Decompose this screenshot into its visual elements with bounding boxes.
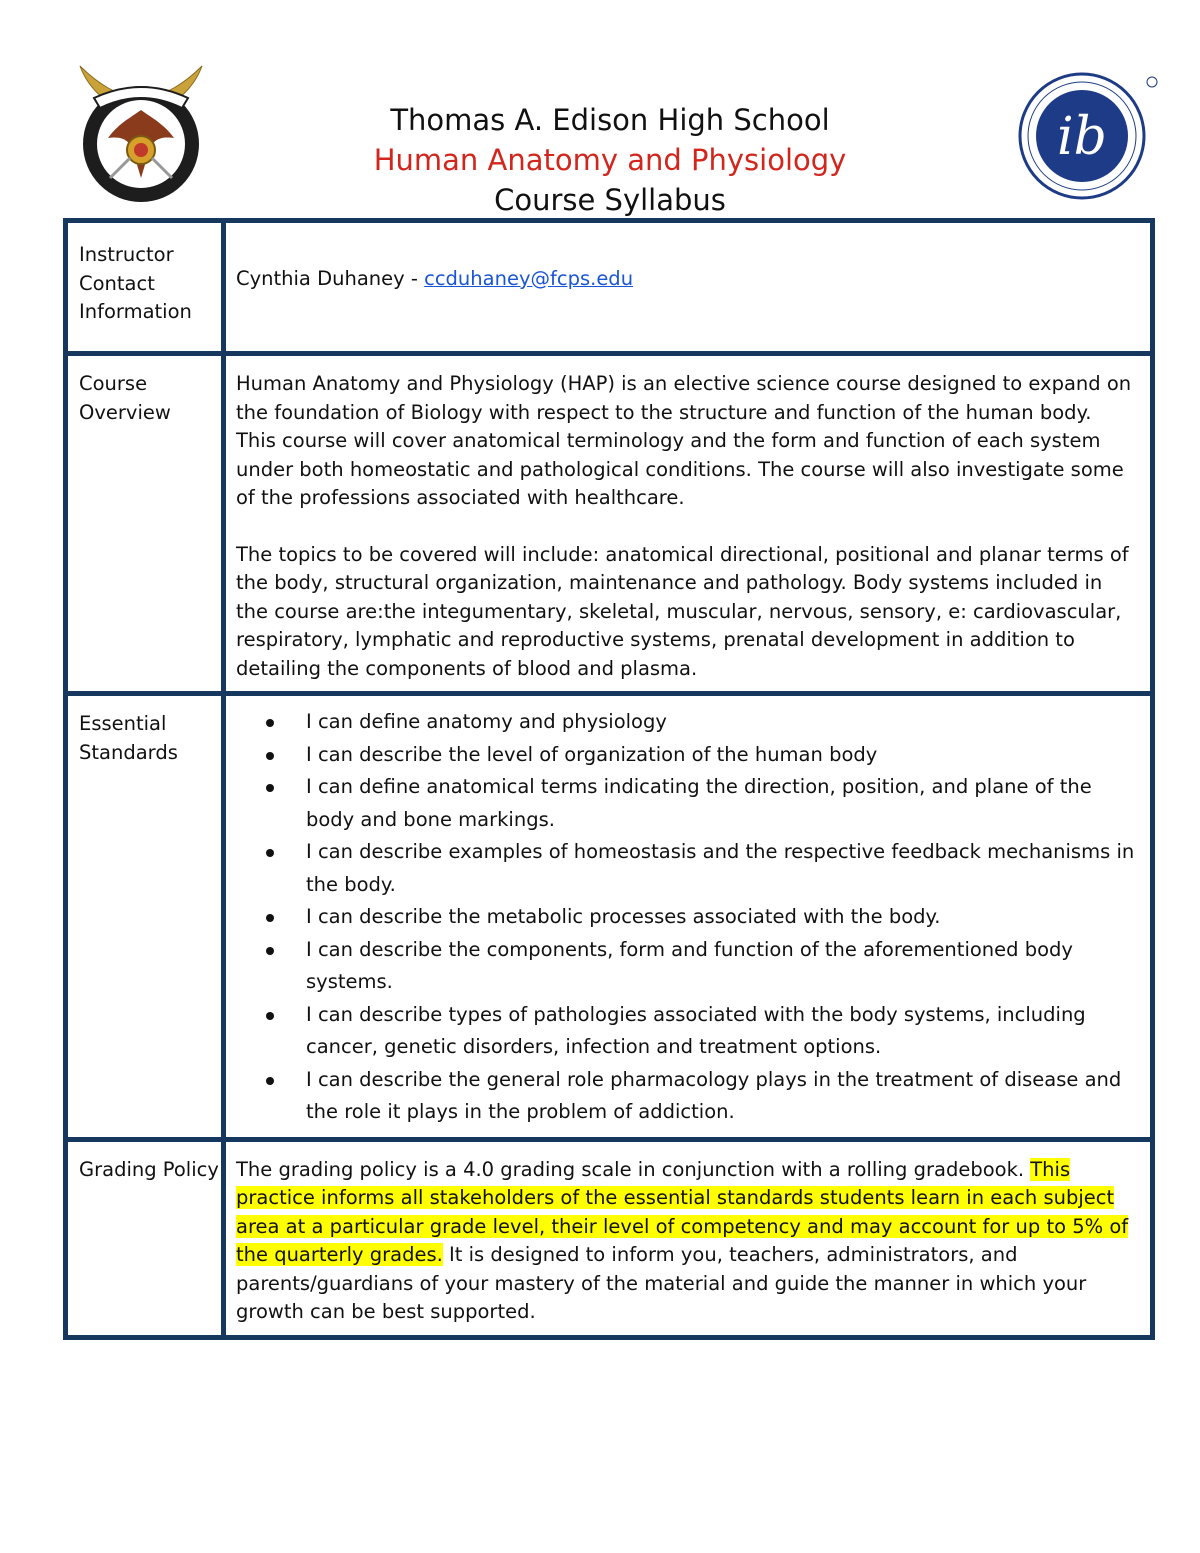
bullet-icon (266, 752, 274, 760)
grading-text-highlighted: This practice informs all stakeholders of the essential standards students learn in each subject area at a particular grade level, their level of competency and may account for up to 5% of the quarterly grades. (236, 1157, 1129, 1266)
grading-row (66, 1139, 1153, 1337)
overview-paragraph-2: The topics to be covered will include: anatomical directional, positional and planar terms of the body, structural organization, maintenance and pathology. Body systems included in the course are:the integumentary, skeletal, muscular, nervous, sensory, e: cardiovascular, respiratory, lymphatic and reproductive systems, prenatal development in addition to detailing the components of blood and plasma. (236, 542, 1129, 680)
bullet-icon (266, 719, 274, 727)
list-item: I can describe examples of homeostasis and the respective feedback mechanisms in the body. (266, 836, 1136, 901)
grading-text-intro: The grading policy is a 4.0 grading scale in conjunction with a rolling gradebook. (236, 1157, 1031, 1181)
list-item: I can define anatomy and physiology (266, 706, 1136, 739)
bullet-icon (266, 1077, 274, 1085)
school-name: Thomas A. Edison High School (390, 103, 830, 137)
overview-row (66, 354, 1153, 694)
list-item: I can describe types of pathologies associated with the body systems, including cancer, genetic disorders, infection and treatment options. (266, 999, 1136, 1064)
bullet-icon (266, 947, 274, 955)
bullet-icon (266, 784, 274, 792)
standards-value (224, 694, 1153, 1140)
school-eagle-crest-icon (70, 58, 212, 208)
instructor-email-link[interactable]: ccduhaney@fcps.edu (424, 266, 634, 290)
standards-row (66, 694, 1153, 1140)
contact-row (66, 221, 1153, 354)
grading-label: Grading Policy (66, 1139, 224, 1337)
bullet-icon (266, 849, 274, 857)
overview-paragraph-1: Human Anatomy and Physiology (HAP) is an elective science course designed to expand on the foundation of Biology with respect to the structure and function of the human body. This course will cover anatomical terminology and the form and function of each system under both homeostatic and pathological conditions. The course will also investigate some of the professions associated with healthcare. (236, 372, 1132, 509)
ib-world-school-seal-icon (1014, 70, 1164, 202)
standards-list (236, 706, 1136, 1129)
grading-value (224, 1139, 1153, 1337)
contact-value (224, 221, 1153, 354)
list-item: I can describe the level of organization of the human body (266, 739, 1136, 772)
grading-text-outro: It is designed to inform you, teachers, administrators, and parents/guardians of your mastery of the material and guide the manner in which your growth can be best supported. (236, 1243, 1087, 1323)
standards-label: Essential Standards (66, 694, 224, 1140)
overview-label: Course Overview (66, 354, 224, 694)
bullet-icon (266, 1012, 274, 1020)
contact-label: Instructor Contact Information (66, 221, 224, 354)
list-item: I can define anatomical terms indicating the direction, position, and plane of the body and bone markings. (266, 771, 1136, 836)
ib-world-school-logo (1014, 70, 1164, 202)
list-item: I can describe the components, form and function of the aforementioned body systems. (266, 934, 1136, 999)
school-crest-logo (70, 58, 212, 208)
document-header (300, 100, 920, 220)
list-item: I can describe the metabolic processes associated with the body. (266, 901, 1136, 934)
svg-text:ib: ib (1057, 107, 1107, 167)
overview-value (224, 354, 1153, 694)
course-title: Human Anatomy and Physiology (373, 143, 847, 177)
instructor-name: Cynthia Duhaney - (236, 266, 425, 290)
bullet-icon (266, 914, 274, 922)
syllabus-table (63, 218, 1155, 1340)
svg-text:★ ★ ★: ★ ★ ★ (120, 79, 150, 89)
document-type: Course Syllabus (494, 183, 726, 217)
list-item: I can describe the general role pharmacology plays in the treatment of disease and the role it plays in the problem of addiction. (266, 1064, 1136, 1129)
